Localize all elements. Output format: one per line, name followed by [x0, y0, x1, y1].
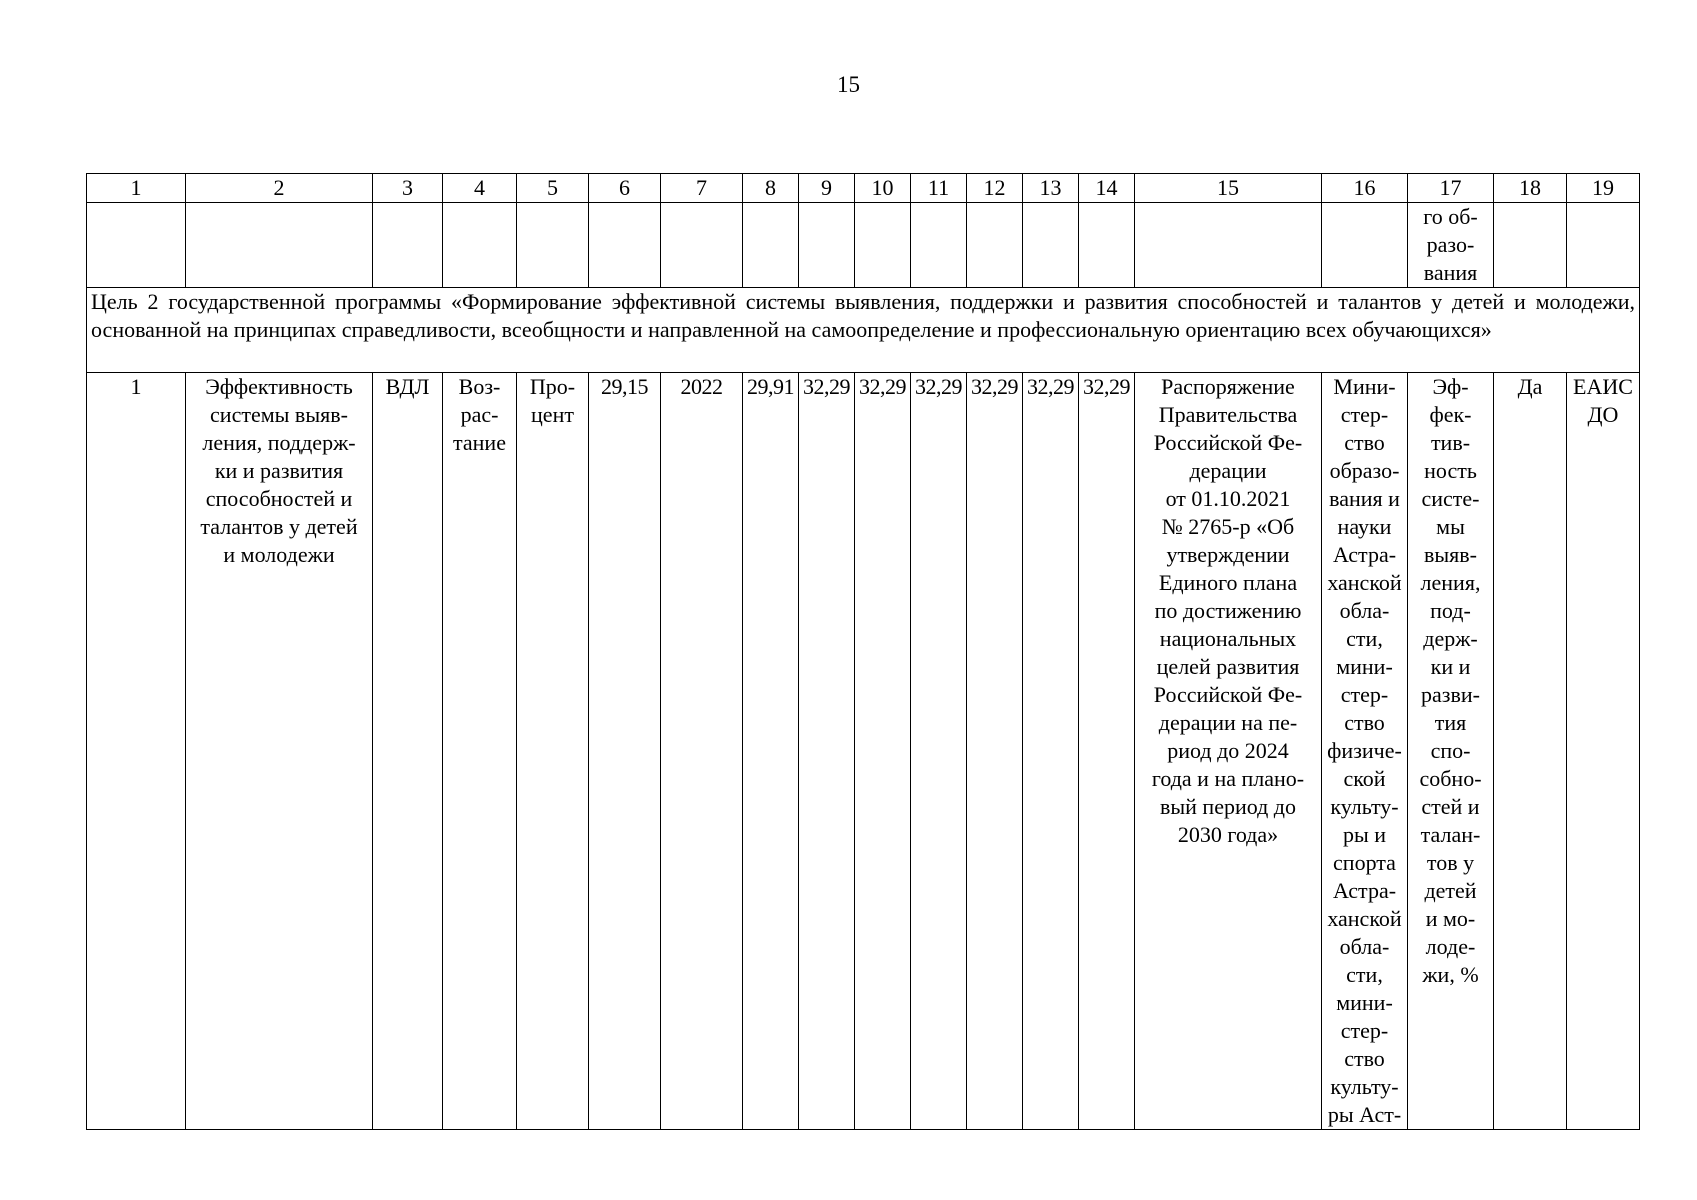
document-line: Российской Фе- — [1153, 682, 1303, 707]
linked-line: систе- — [1421, 486, 1480, 511]
column-header-17: 17 — [1408, 174, 1494, 203]
document-line: № 2765-р «Об — [1161, 514, 1295, 539]
linked-line: стей и — [1421, 794, 1480, 819]
document-line: дерации на пе- — [1158, 710, 1298, 735]
cont-17-line: го об- — [1423, 204, 1478, 229]
document-line: Единого плана — [1158, 570, 1298, 595]
cont-cell-3 — [373, 203, 443, 288]
cont-17-line: разо- — [1426, 232, 1475, 257]
responsible-line: науки — [1337, 514, 1392, 539]
column-header-4: 4 — [443, 174, 517, 203]
system-line: ЕАИС — [1573, 374, 1633, 399]
column-header-16: 16 — [1322, 174, 1408, 203]
goal-row — [87, 288, 1640, 373]
indicator-name — [186, 373, 373, 1130]
unit-line: цент — [531, 402, 574, 427]
indicator-name-line: и молодежи — [223, 542, 335, 567]
indicator-unit — [517, 373, 589, 1130]
flag-cell: Да — [1494, 373, 1567, 1130]
indicator-level: ВДЛ — [373, 373, 443, 1130]
indicators-table — [86, 173, 1640, 1130]
cont-cell-12 — [967, 203, 1023, 288]
responsible-line: ры и — [1342, 822, 1387, 847]
column-header-15: 15 — [1135, 174, 1322, 203]
responsible-line: культу- — [1330, 1074, 1399, 1099]
value-col-11: 32,29 — [911, 373, 967, 1130]
value-col-14: 32,29 — [1079, 373, 1135, 1130]
cont-cell-15 — [1135, 203, 1322, 288]
document-line: от 01.10.2021 — [1165, 486, 1291, 511]
responsible-body — [1322, 373, 1408, 1130]
column-header-12: 12 — [967, 174, 1023, 203]
cont-cell-19 — [1567, 203, 1640, 288]
column-header-5: 5 — [517, 174, 589, 203]
responsible-line: мини- — [1336, 990, 1393, 1015]
document-line: года и на плано- — [1151, 766, 1305, 791]
responsible-line: Астра- — [1332, 878, 1397, 903]
linked-line: разви- — [1421, 682, 1480, 707]
indicator-name-line: ления, поддерж- — [202, 430, 356, 455]
linked-line: ки и — [1430, 654, 1471, 679]
cont-cell-1 — [87, 203, 186, 288]
value-col-8: 29,91 — [743, 373, 799, 1130]
system-line: ДО — [1587, 402, 1619, 427]
document-line: целей развития — [1156, 654, 1300, 679]
goal-text: Цель 2 государственной программы «Формирование эффективной системы выявления, поддержки и развития способностей и талантов у детей и молодежи, основанной на принципах справедливости, всеобщности и направленной на самоопределение и профессиональную ориентацию всех обучающихся» — [87, 288, 1640, 373]
linked-line: собно- — [1419, 766, 1482, 791]
trend-line: рас- — [460, 402, 499, 427]
column-header-11: 11 — [911, 174, 967, 203]
base-value: 29,15 — [589, 373, 661, 1130]
cont-17-line: вания — [1423, 260, 1478, 285]
indicator-name-line: талантов у детей — [200, 514, 358, 539]
column-number-row — [87, 174, 1640, 203]
column-header-3: 3 — [373, 174, 443, 203]
base-year: 2022 — [661, 373, 743, 1130]
column-header-14: 14 — [1079, 174, 1135, 203]
cont-cell-16 — [1322, 203, 1408, 288]
responsible-line: ство — [1344, 710, 1385, 735]
column-header-2: 2 — [186, 174, 373, 203]
cont-cell-18 — [1494, 203, 1567, 288]
linked-line: ления, — [1420, 570, 1481, 595]
linked-line: ность — [1424, 458, 1477, 483]
responsible-line: стер- — [1340, 402, 1389, 427]
indicator-name-line: Эффективность — [205, 374, 353, 399]
responsible-line: ство — [1344, 430, 1385, 455]
document-reference — [1135, 373, 1322, 1130]
linked-line: детей — [1424, 878, 1477, 903]
information-system — [1567, 373, 1640, 1130]
responsible-line: сти, — [1346, 962, 1383, 987]
responsible-line: стер- — [1340, 682, 1389, 707]
document-line: Правительства — [1158, 402, 1298, 427]
linked-line: выяв- — [1423, 542, 1477, 567]
linked-line: лоде- — [1425, 934, 1476, 959]
column-header-1: 1 — [87, 174, 186, 203]
responsible-line: обла- — [1339, 598, 1390, 623]
linked-line: Эф- — [1432, 374, 1469, 399]
indicator-name-line: способностей и — [205, 486, 353, 511]
linked-line: тив- — [1430, 430, 1471, 455]
value-col-13: 32,29 — [1023, 373, 1079, 1130]
unit-line: Про- — [529, 374, 576, 399]
linked-line: спо- — [1430, 738, 1471, 763]
document-line: риод до 2024 — [1167, 738, 1289, 763]
value-col-10: 32,29 — [855, 373, 911, 1130]
cont-cell-4 — [443, 203, 517, 288]
linked-indicator — [1408, 373, 1494, 1130]
responsible-line: ской — [1343, 766, 1386, 791]
responsible-line: мини- — [1336, 654, 1393, 679]
responsible-line: обла- — [1339, 934, 1390, 959]
column-header-6: 6 — [589, 174, 661, 203]
document-line: национальных — [1159, 626, 1297, 651]
responsible-line: образо- — [1329, 458, 1400, 483]
column-header-7: 7 — [661, 174, 743, 203]
document-line: утверждении — [1166, 542, 1290, 567]
responsible-line: сти, — [1346, 626, 1383, 651]
cont-cell-10 — [855, 203, 911, 288]
document-line: по достижению — [1154, 598, 1302, 623]
document-line: 2030 года» — [1177, 822, 1279, 847]
linked-line: жи, % — [1422, 962, 1479, 987]
table-row — [87, 373, 1640, 1130]
value-col-12: 32,29 — [967, 373, 1023, 1130]
linked-line: и мо- — [1425, 906, 1476, 931]
column-header-13: 13 — [1023, 174, 1079, 203]
document-line: дерации — [1189, 458, 1267, 483]
responsible-line: Мини- — [1333, 374, 1396, 399]
responsible-line: вания и — [1329, 486, 1400, 511]
indicator-trend — [443, 373, 517, 1130]
column-header-19: 19 — [1567, 174, 1640, 203]
linked-line: талан- — [1420, 822, 1481, 847]
linked-line: фек- — [1429, 402, 1472, 427]
linked-line: тов у — [1426, 850, 1475, 875]
cont-cell-13 — [1023, 203, 1079, 288]
document-line: Распоряжение — [1161, 374, 1295, 399]
cont-cell-6 — [589, 203, 661, 288]
cont-cell-8 — [743, 203, 799, 288]
document-line: вый период до — [1159, 794, 1296, 819]
cont-cell-14 — [1079, 203, 1135, 288]
page-number: 15 — [837, 72, 860, 97]
cont-cell-2 — [186, 203, 373, 288]
responsible-line: ры Аст- — [1327, 1102, 1402, 1127]
responsible-line: ство — [1344, 1046, 1385, 1071]
responsible-line: физиче- — [1327, 738, 1402, 763]
cont-cell-11 — [911, 203, 967, 288]
cont-cell-5 — [517, 203, 589, 288]
indicator-name-line: ки и развития — [214, 458, 344, 483]
cont-cell-9 — [799, 203, 855, 288]
continuation-row — [87, 203, 1640, 288]
column-header-18: 18 — [1494, 174, 1567, 203]
responsible-line: стер- — [1340, 1018, 1389, 1043]
linked-line: держ- — [1423, 626, 1478, 651]
column-header-9: 9 — [799, 174, 855, 203]
linked-line: под- — [1430, 598, 1471, 623]
responsible-line: культу- — [1330, 794, 1399, 819]
responsible-line: ханской — [1327, 570, 1402, 595]
linked-line: тия — [1434, 710, 1467, 735]
cont-cell-17 — [1408, 203, 1494, 288]
document-line: Российской Фе- — [1153, 430, 1303, 455]
linked-line: мы — [1436, 514, 1465, 539]
column-header-10: 10 — [855, 174, 911, 203]
responsible-line: ханской — [1327, 906, 1402, 931]
responsible-line: Астра- — [1332, 542, 1397, 567]
trend-line: Воз- — [458, 374, 501, 399]
value-col-9: 32,29 — [799, 373, 855, 1130]
indicator-name-line: системы выяв- — [210, 402, 348, 427]
row-number: 1 — [87, 373, 186, 1130]
trend-line: тание — [453, 430, 506, 455]
responsible-line: спорта — [1333, 850, 1396, 875]
column-header-8: 8 — [743, 174, 799, 203]
cont-cell-7 — [661, 203, 743, 288]
